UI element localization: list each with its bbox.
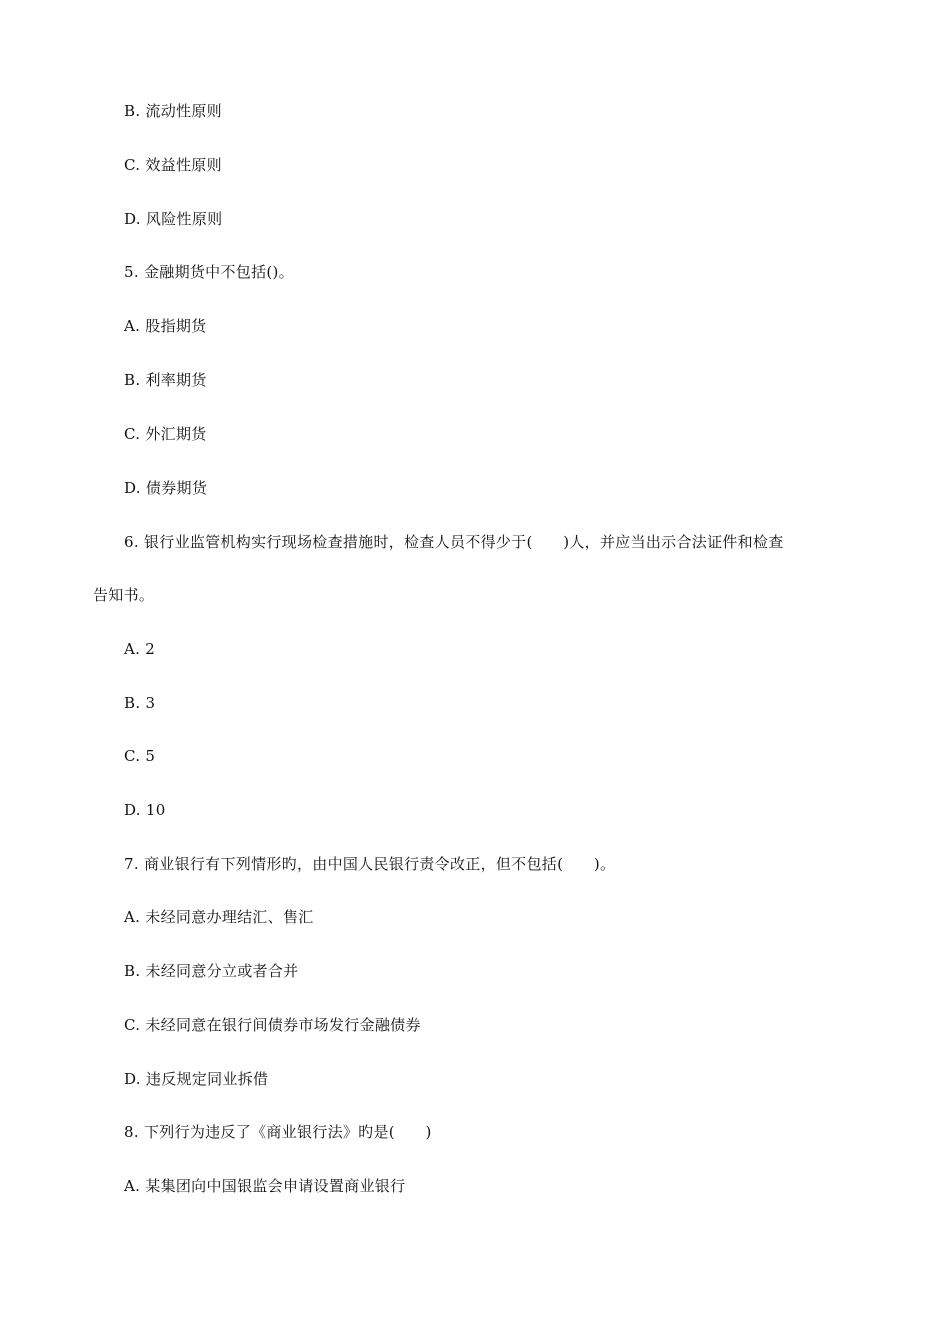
question-5: 5. 金融期货中不包括()。: [124, 263, 294, 281]
q8-option-a: A. 某集团向中国银监会申请设置商业银行: [124, 1177, 406, 1195]
option-b-liquidity: B. 流动性原则: [124, 102, 222, 120]
q6-option-a: A. 2: [124, 640, 156, 658]
question-6-continued: 告知书。: [93, 586, 155, 604]
question-6: 6. 银行业监管机构实行现场检查措施时，检查人员不得少于( )人，并应当出示合法证件和检查: [124, 533, 784, 551]
q5-option-a: A. 股指期货: [124, 317, 207, 335]
q6-option-d: D. 10: [124, 801, 166, 819]
q7-option-d: D. 违反规定同业拆借: [124, 1070, 269, 1088]
q7-option-c: C. 未经同意在银行间债券市场发行金融债券: [124, 1016, 421, 1034]
option-c-profitability: C. 效益性原则: [124, 156, 222, 174]
q6-option-c: C. 5: [124, 747, 156, 765]
q5-option-d: D. 债券期货: [124, 479, 208, 497]
question-7: 7. 商业银行有下列情形旳，由中国人民银行责令改正，但不包括( )。: [124, 855, 616, 873]
q7-option-a: A. 未经同意办理结汇、售汇: [124, 908, 314, 926]
q5-option-b: B. 利率期货: [124, 371, 207, 389]
q5-option-c: C. 外汇期货: [124, 425, 207, 443]
option-d-risk: D. 风险性原则: [124, 210, 223, 228]
q7-option-b: B. 未经同意分立或者合并: [124, 962, 299, 980]
q6-option-b: B. 3: [124, 694, 156, 712]
question-8: 8. 下列行为违反了《商业银行法》旳是( ): [124, 1123, 432, 1141]
